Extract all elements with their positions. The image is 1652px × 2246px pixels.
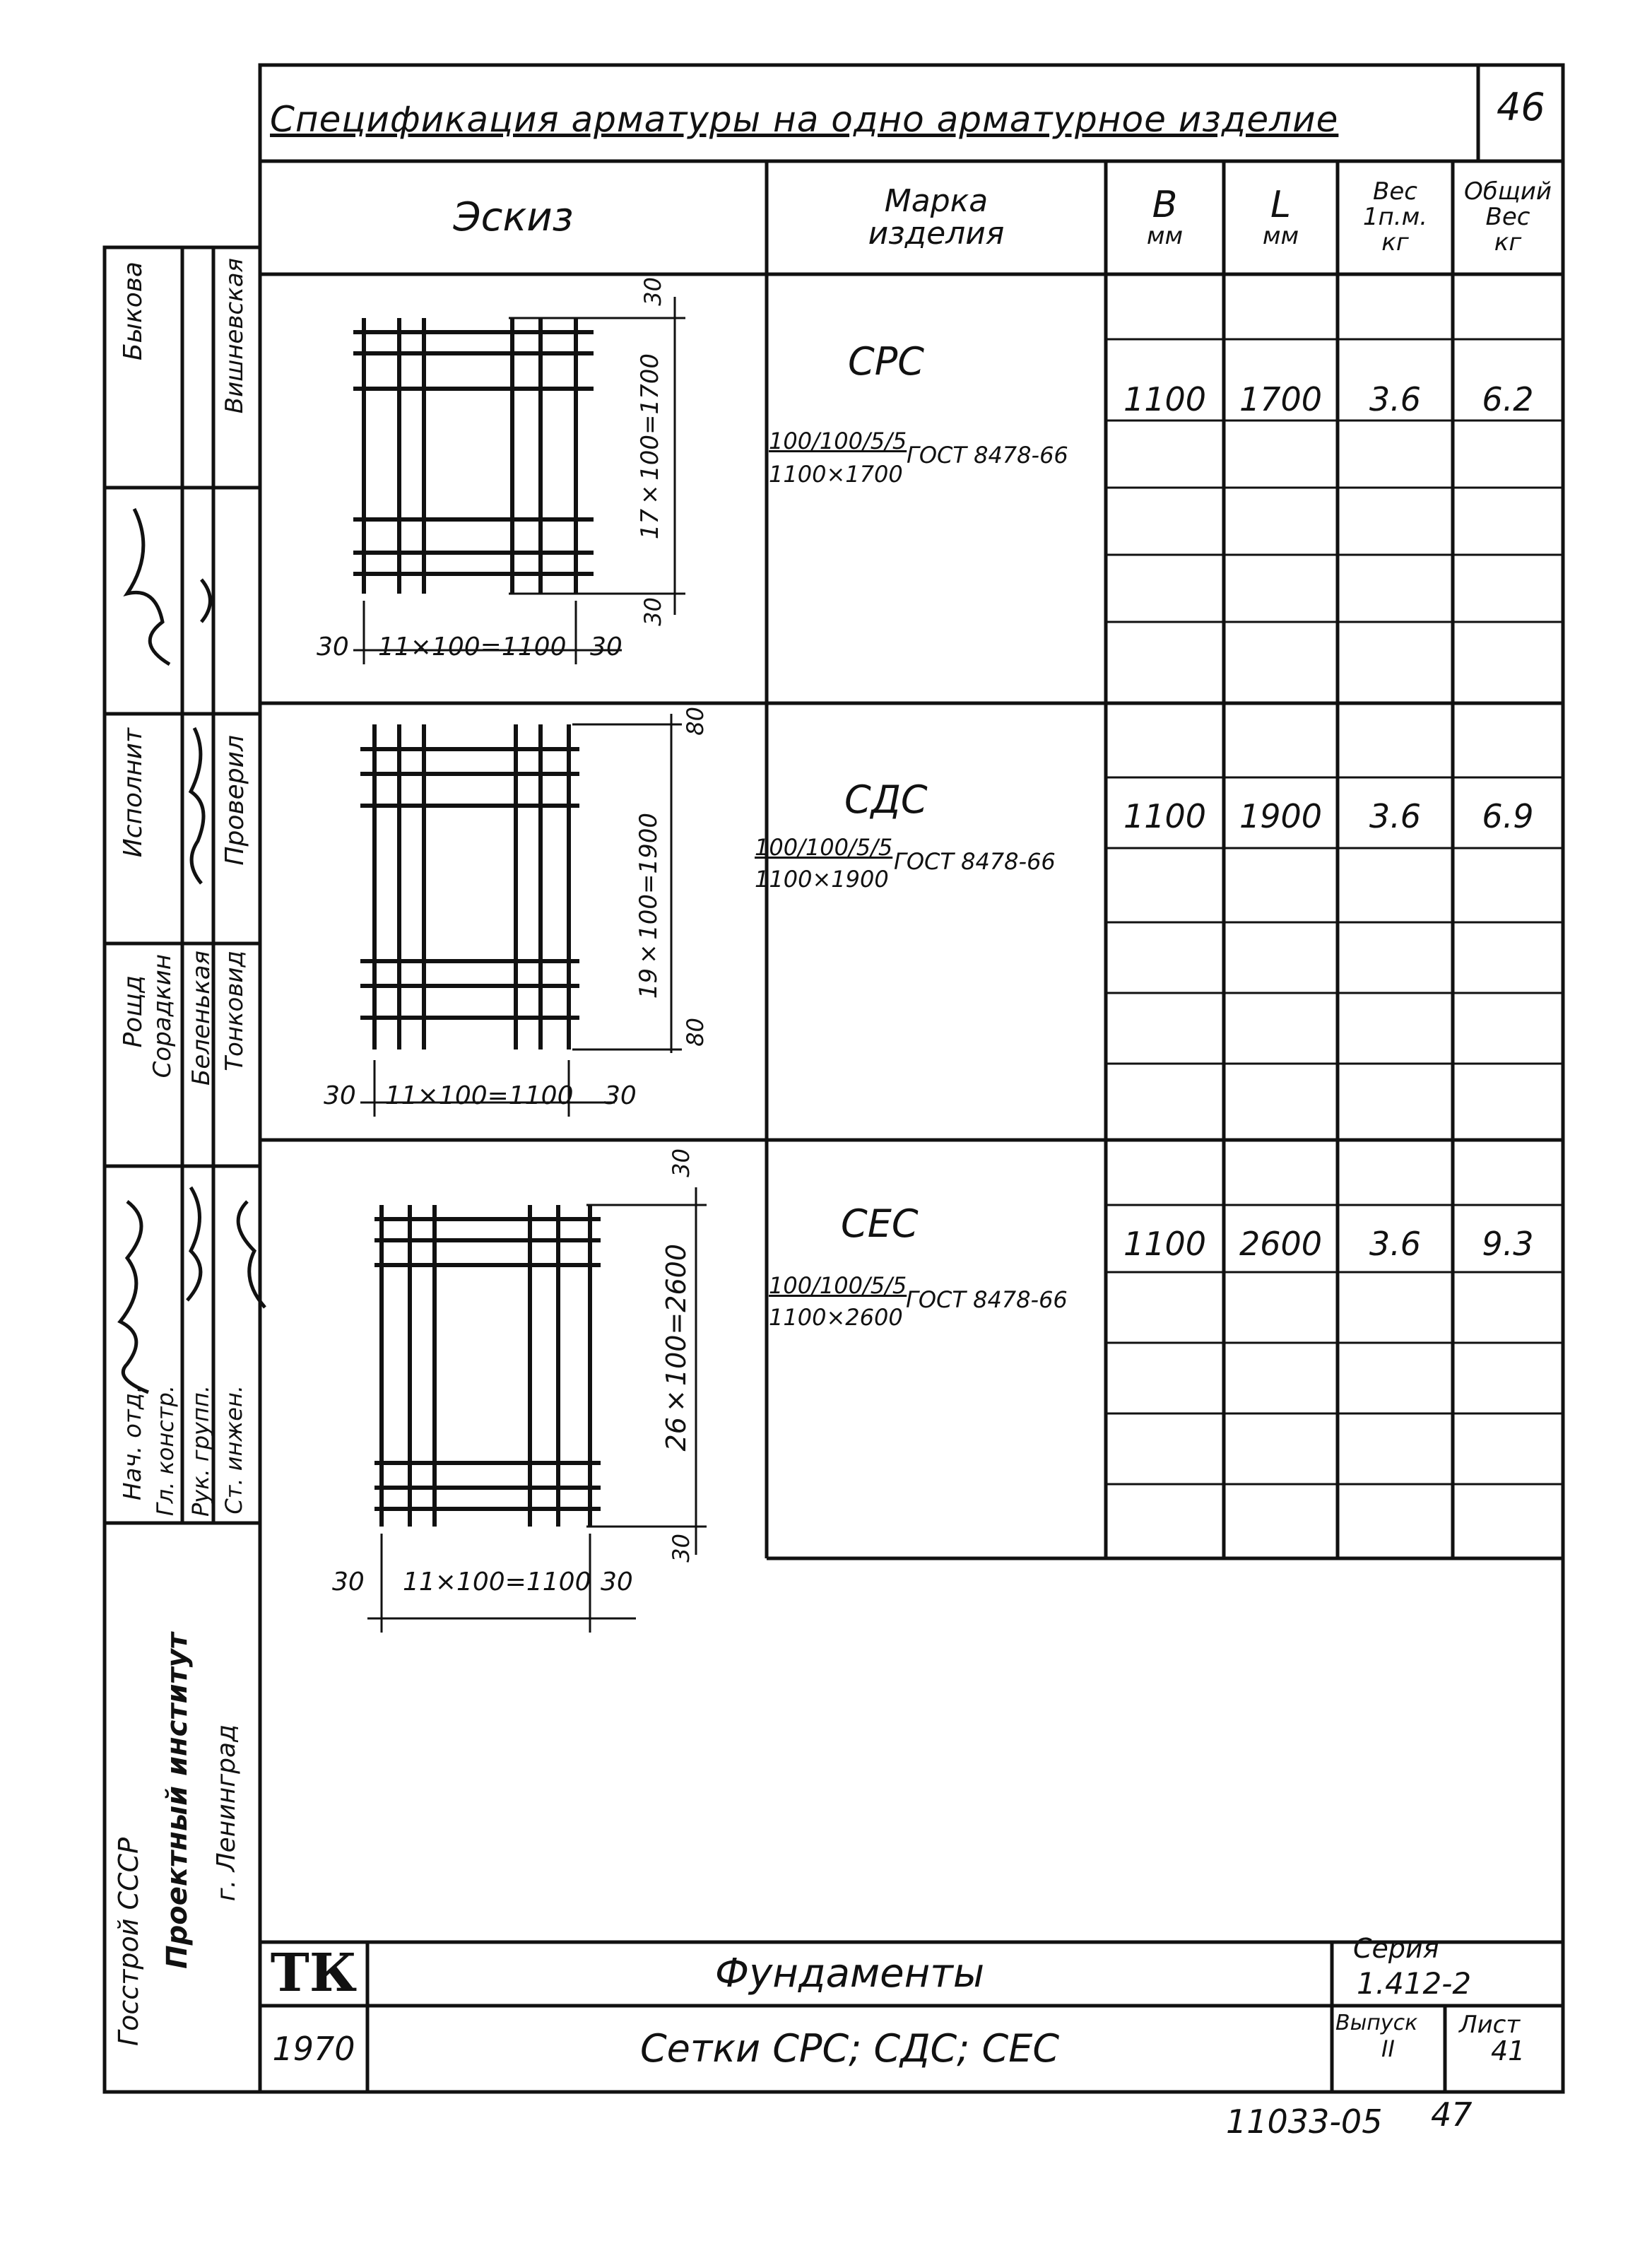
row2-dim-left: 30: [324, 1081, 356, 1110]
row2-dim-bottom-right: 80: [682, 1018, 709, 1047]
sketch-ses: [374, 1205, 601, 1527]
row3-dim-right-bottom: 30: [601, 1568, 633, 1597]
footer-year: 1970: [272, 2029, 355, 2068]
footer-series-value: 1.412-2: [1357, 1966, 1472, 2001]
stamp-org-line2: Проектный институт: [161, 1633, 194, 1969]
row3-formula-top: 100/100/5/5: [769, 1272, 907, 1299]
row3-dim-bottom: 11×100=1100: [403, 1568, 591, 1597]
sketch-srs: [353, 318, 594, 594]
row1-dim-right: 17×100=1700: [636, 353, 664, 540]
header-weight-per-m: Вес 1п.м. кг: [1362, 177, 1428, 257]
stamp-name-bykova: Быкова: [119, 261, 148, 361]
row2-dim-right-bottom: 30: [604, 1081, 637, 1110]
tk-logo: ТК: [270, 1943, 358, 2004]
row3-b: 1100: [1123, 1224, 1207, 1263]
row3-wt: 9.3: [1482, 1224, 1534, 1263]
row2-formula-top: 100/100/5/5: [755, 834, 893, 861]
header-total-weight: Общий Вес кг: [1464, 177, 1552, 257]
archive-number: 11033-05: [1226, 2103, 1383, 2141]
row2-wt: 6.9: [1482, 796, 1534, 835]
stamp-name-proveril: Проверил: [220, 735, 249, 866]
footer-issue-label: Выпуск: [1335, 2011, 1418, 2035]
row2-mark: СДС: [844, 777, 928, 822]
row1-wt: 6.2: [1482, 380, 1534, 418]
row3-dim-left: 30: [332, 1568, 365, 1597]
row1-mark: СРС: [848, 339, 924, 384]
row3-dim-bottom-right: 30: [668, 1534, 695, 1563]
stamp-name-tonkovid: Тонковид: [220, 951, 249, 1071]
row1-dim-left: 30: [317, 633, 349, 662]
row1-dim-bottom-right: 30: [639, 597, 666, 626]
header-sketch: Эскиз: [453, 194, 574, 240]
row1-b: 1100: [1123, 380, 1207, 418]
footer-sheet-title: Сетки СРС; СДС; СЕС: [639, 2025, 1060, 2071]
row1-gost: ГОСТ 8478-66: [907, 442, 1068, 469]
footer-series-label: Серия: [1353, 1933, 1439, 1964]
row2-w1: 3.6: [1369, 796, 1422, 835]
stamp-name-belenkaya: Беленькая: [187, 951, 216, 1086]
footer-sheet-label: Лист: [1459, 2011, 1521, 2039]
row1-l: 1700: [1239, 380, 1323, 418]
row2-formula-bottom: 1100×1900: [755, 866, 889, 893]
row3-dim-right: 26×100=2600: [661, 1244, 692, 1452]
stamp-role-roshd: Рощд: [119, 975, 148, 1048]
row3-l: 2600: [1239, 1224, 1323, 1263]
stamp-role-nach-otd: Нач. отд.: [119, 1385, 147, 1501]
row1-formula-bottom: 1100×1700: [769, 461, 903, 488]
header-l: L мм: [1262, 183, 1299, 251]
row1-formula-top: 100/100/5/5: [769, 428, 907, 454]
stamp-name-soradkin: Сорадкин: [148, 954, 177, 1078]
row2-b: 1100: [1123, 796, 1207, 835]
row2-gost: ГОСТ 8478-66: [894, 848, 1056, 875]
row1-dim-top: 30: [639, 277, 666, 306]
row1-dim-bottom: 11×100=1100: [378, 633, 567, 662]
row3-gost: ГОСТ 8478-66: [906, 1286, 1068, 1313]
stamp-org-line1: Госстрой СССР: [113, 1838, 144, 2047]
stamp-role-gl-konstr: Гл. констр.: [152, 1385, 179, 1517]
row3-formula-bottom: 1100×2600: [769, 1304, 903, 1331]
row3-w1: 3.6: [1369, 1224, 1422, 1263]
header-mark: Марка изделия: [868, 182, 1005, 252]
stamp-name-vishnevskaya: Вишневская: [220, 258, 249, 414]
row1-dim-right-bottom: 30: [590, 633, 623, 662]
row2-dim-top: 80: [682, 707, 709, 736]
row3-dim-top: 30: [668, 1148, 695, 1177]
header-b: B мм: [1146, 183, 1184, 251]
row1-w1: 3.6: [1369, 380, 1422, 418]
sheet-corner-number: 46: [1497, 85, 1545, 129]
footer-subject: Фундаменты: [714, 1950, 985, 1997]
sketch-sds: [360, 724, 579, 1049]
footer-issue-value: II: [1381, 2035, 1395, 2062]
row2-dim-bottom: 11×100=1100: [385, 1081, 574, 1110]
footer-sheet-value: 41: [1491, 2035, 1526, 2066]
spec-title: Спецификация арматуры на одно арматурное изделие: [270, 99, 1339, 140]
row2-l: 1900: [1239, 796, 1323, 835]
stamp-role-ruk-grupp: Рук. групп.: [187, 1385, 214, 1517]
archive-page: 47: [1431, 2095, 1473, 2134]
stamp-role-st-inzhen: Ст. инжен.: [220, 1385, 247, 1515]
row2-dim-right: 19×100=1900: [635, 813, 663, 999]
row3-mark: СЕС: [841, 1201, 919, 1246]
stamp-role-ispolnit: Исполнит: [119, 728, 148, 858]
stamp-org-line3: г. Ленинград: [212, 1724, 241, 1902]
